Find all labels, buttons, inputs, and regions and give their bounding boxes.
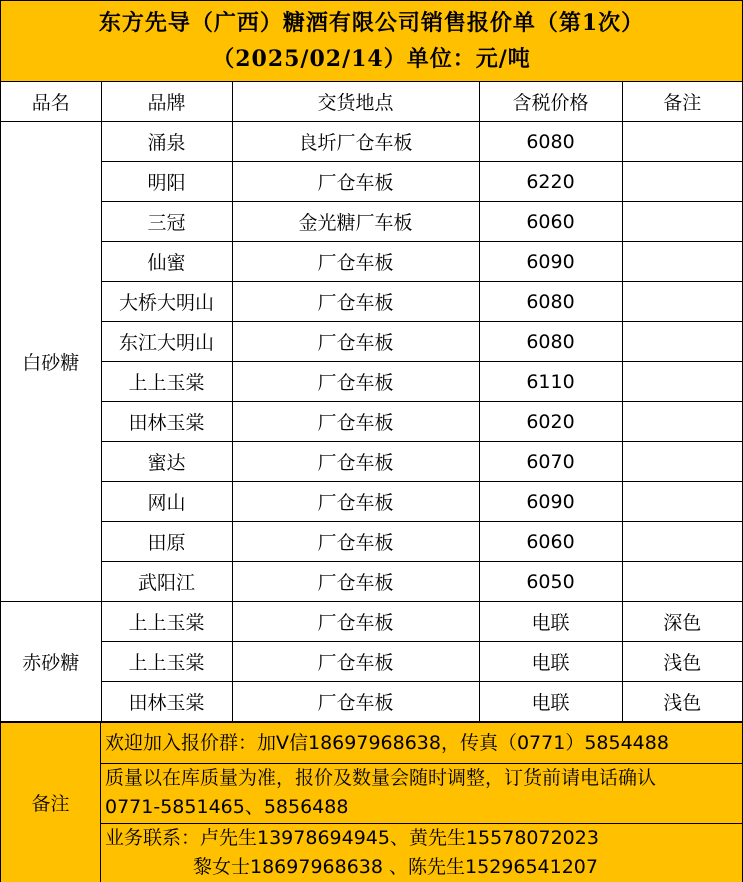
product-category: 白砂糖 xyxy=(1,122,101,602)
location-cell: 金光糖厂车板 xyxy=(232,202,479,242)
brand-cell: 武阳江 xyxy=(101,562,232,602)
brand-cell: 仙蜜 xyxy=(101,242,232,282)
remark-cell xyxy=(622,362,742,402)
quality-phones: 0771-5851465、5856488 xyxy=(105,796,349,818)
price-cell: 6080 xyxy=(479,282,622,322)
brand-cell: 田林玉棠 xyxy=(101,402,232,442)
remark-cell xyxy=(622,562,742,602)
location-cell: 厂仓车板 xyxy=(232,162,479,202)
price-table-body xyxy=(1,82,742,722)
remark-cell xyxy=(622,442,742,482)
table-row xyxy=(1,242,742,282)
header-price: 含税价格 xyxy=(479,82,622,122)
sheet-title: 东方先导（广西）糖酒有限公司销售报价单（第1次） xyxy=(98,10,645,36)
brand-cell: 三冠 xyxy=(101,202,232,242)
price-cell: 6090 xyxy=(479,482,622,522)
product-category: 赤砂糖 xyxy=(1,602,101,722)
table-row xyxy=(1,682,742,722)
location-cell: 厂仓车板 xyxy=(232,242,479,282)
remark-cell: 浅色 xyxy=(622,642,742,682)
price-cell: 6070 xyxy=(479,442,622,482)
price-cell: 电联 xyxy=(479,682,622,722)
header-product: 品名 xyxy=(1,82,101,122)
header-remark: 备注 xyxy=(622,82,742,122)
remark-cell xyxy=(622,202,742,242)
location-cell: 厂仓车板 xyxy=(232,322,479,362)
brand-cell: 上上玉棠 xyxy=(101,642,232,682)
price-cell: 6090 xyxy=(479,242,622,282)
price-cell: 电联 xyxy=(479,602,622,642)
remark-cell: 深色 xyxy=(622,602,742,642)
location-cell: 良圻厂仓车板 xyxy=(232,122,479,162)
table-row xyxy=(1,442,742,482)
notes-label: 备注 xyxy=(1,723,101,882)
price-cell: 6060 xyxy=(479,202,622,242)
brand-cell: 大桥大明山 xyxy=(101,282,232,322)
brand-cell: 田原 xyxy=(101,522,232,562)
remark-cell xyxy=(622,122,742,162)
table-row xyxy=(1,282,742,322)
location-cell: 厂仓车板 xyxy=(232,642,479,682)
brand-cell: 田林玉棠 xyxy=(101,682,232,722)
price-table xyxy=(1,82,742,722)
table-row xyxy=(1,602,742,642)
table-row xyxy=(1,522,742,562)
brand-cell: 涌泉 xyxy=(101,122,232,162)
brand-cell: 上上玉棠 xyxy=(101,362,232,402)
header-row xyxy=(1,82,742,122)
contact-line-2: 黎女士18697968638 、陈先生15296541207 xyxy=(193,856,598,878)
price-cell: 6110 xyxy=(479,362,622,402)
brand-cell: 蜜达 xyxy=(101,442,232,482)
location-cell: 厂仓车板 xyxy=(232,682,479,722)
location-cell: 厂仓车板 xyxy=(232,562,479,602)
price-cell: 电联 xyxy=(479,642,622,682)
table-row xyxy=(1,482,742,522)
location-cell: 厂仓车板 xyxy=(232,362,479,402)
notes-lines xyxy=(101,723,742,882)
contact-line-1: 业务联系：卢先生13978694945、黄先生15578072023 xyxy=(105,827,599,849)
notes-contacts xyxy=(101,824,742,882)
remark-cell xyxy=(622,522,742,562)
notes-join xyxy=(101,723,742,764)
price-cell: 6080 xyxy=(479,322,622,362)
sheet-subtitle: （2025/02/14）单位：元/吨 xyxy=(212,46,531,72)
table-row xyxy=(1,642,742,682)
notes-section xyxy=(1,722,742,882)
brand-cell: 明阳 xyxy=(101,162,232,202)
notes-quality xyxy=(101,764,742,824)
price-cell: 6060 xyxy=(479,522,622,562)
price-cell: 6020 xyxy=(479,402,622,442)
price-cell: 6080 xyxy=(479,122,622,162)
remark-cell xyxy=(622,242,742,282)
remark-cell xyxy=(622,482,742,522)
brand-cell: 东江大明山 xyxy=(101,322,232,362)
remark-cell: 浅色 xyxy=(622,682,742,722)
price-cell: 6220 xyxy=(479,162,622,202)
remark-cell xyxy=(622,162,742,202)
location-cell: 厂仓车板 xyxy=(232,402,479,442)
location-cell: 厂仓车板 xyxy=(232,482,479,522)
header-brand: 品牌 xyxy=(101,82,232,122)
location-cell: 厂仓车板 xyxy=(232,522,479,562)
remark-cell xyxy=(622,282,742,322)
remark-cell xyxy=(622,402,742,442)
title-banner xyxy=(1,1,742,82)
table-row xyxy=(1,362,742,402)
remark-cell xyxy=(622,322,742,362)
table-row xyxy=(1,162,742,202)
location-cell: 厂仓车板 xyxy=(232,602,479,642)
location-cell: 厂仓车板 xyxy=(232,282,479,322)
brand-cell: 上上玉棠 xyxy=(101,602,232,642)
table-row xyxy=(1,202,742,242)
table-row xyxy=(1,122,742,162)
header-location: 交货地点 xyxy=(232,82,479,122)
join-text: 欢迎加入报价群：加V信18697968638，传真（0771）5854488 xyxy=(105,731,669,754)
price-cell: 6050 xyxy=(479,562,622,602)
table-row xyxy=(1,402,742,442)
location-cell: 厂仓车板 xyxy=(232,442,479,482)
table-row xyxy=(1,562,742,602)
table-row xyxy=(1,322,742,362)
quality-text: 质量以在库质量为准，报价及数量会随时调整，订货前请电话确认 xyxy=(105,767,657,789)
brand-cell: 网山 xyxy=(101,482,232,522)
